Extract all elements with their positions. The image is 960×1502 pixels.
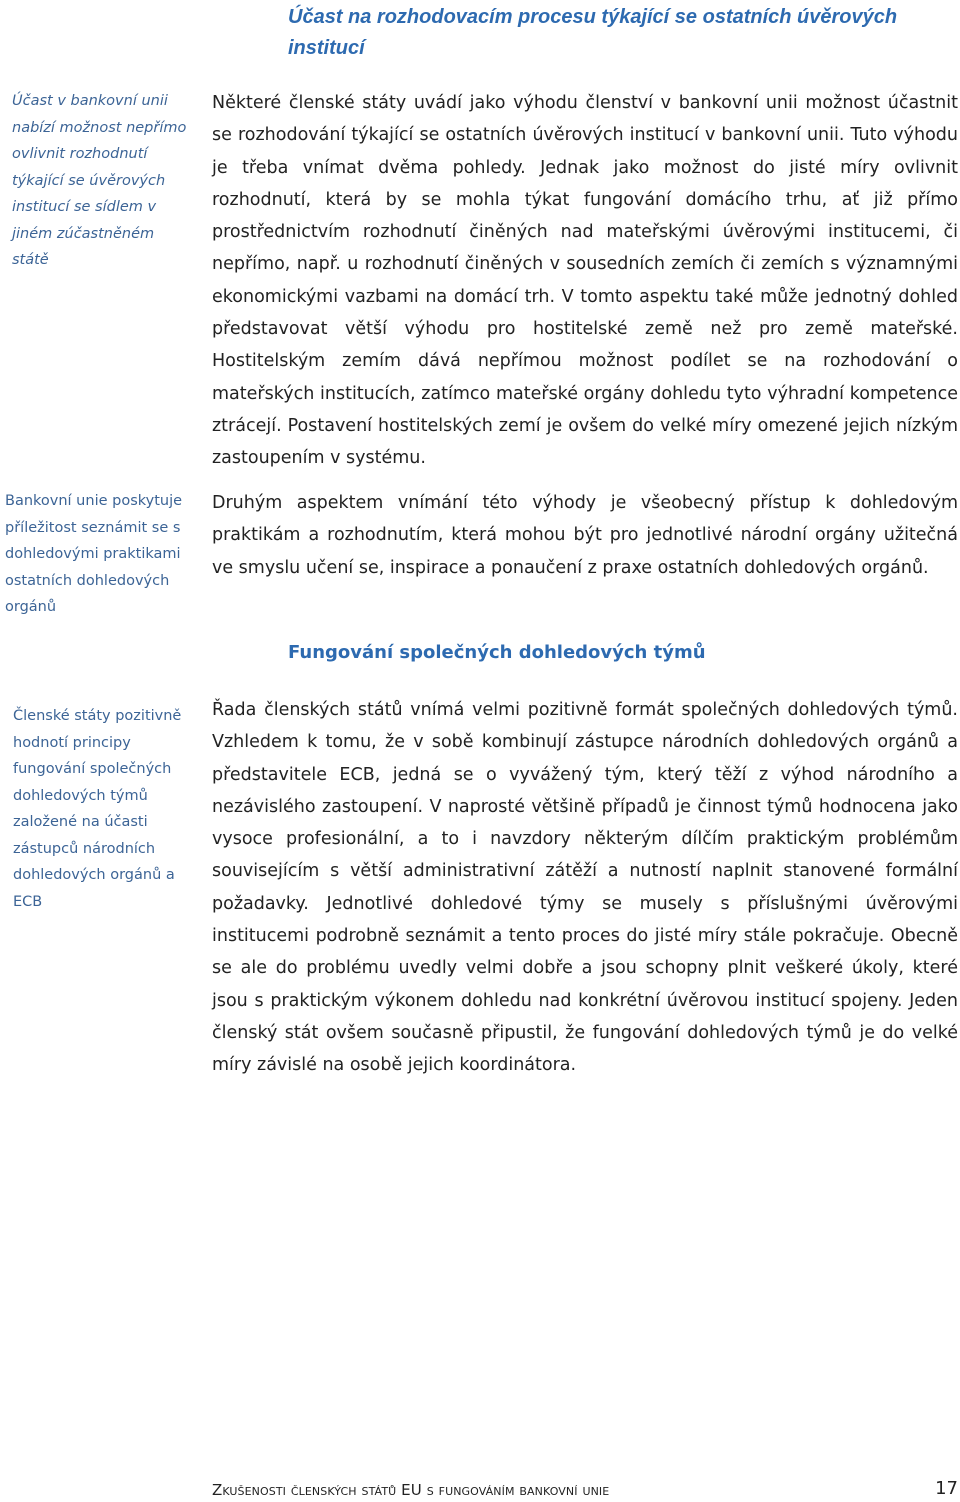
section-heading: Účast na rozhodovacím procesu týkající se ostatních úvěrových institucí bbox=[288, 6, 898, 59]
sidenote-participation: Účast v bankovní unii nabízí možnost nepřímo ovlivnit rozhodnutí týkající se úvěrových institucí se sídlem v jiném zúčastněném státě bbox=[12, 93, 187, 268]
sidenote-joint-teams: Členské státy pozitivně hodnotí principy fungování společných dohledových týmů založené na účasti zástupců národních dohledových orgánů a ECB bbox=[13, 708, 182, 910]
sidenote-supervisory-practices: Bankovní unie poskytuje příležitost seznámit se s dohledovými praktikami ostatních dohledových orgánů bbox=[5, 493, 183, 615]
body-paragraph-1: Některé členské státy uvádí jako výhodu členství v bankovní unii možnost účastnit se rozhodování týkající se ostatních úvěrových institucí v bankovní unii. Tuto výhodu je třeba vnímat dvěma pohledy. Jednak jako možnost do jisté míry ovlivnit rozhodnutí, která by se mohla týkat fungování domácího trhu, ať již přímo prostřednictvím rozhodnutí činěných nad mateřskými úvěrovými institucemi, či nepřímo, např. u rozhodnutí činěných v sousedních zemích či zemích s významnými ekonomickými vazbami na domácí trh. V tomto aspektu také může jednotný dohled představovat větší výhodu pro hostitelské země než pro země mateřské. Hostitelským zemím dává nepřímou možnost podílet se na rozhodování o mateřských institucích, zatímco mateřské orgány dohledu tyto výhradní kompetence ztrácejí. Postavení hostitelských zemí je ovšem do velké míry omezené jejich nízkým zastoupením v systému. bbox=[212, 93, 958, 469]
subsection-heading: Fungování společných dohledových týmů bbox=[288, 642, 706, 663]
footer-title: Zkušenosti členských států EU s fungováním bankovní unie bbox=[212, 1481, 610, 1499]
body-paragraph-2: Druhým aspektem vnímání této výhody je všeobecný přístup k dohledovým praktikám a rozhodnutím, která mohou být pro jednotlivé národní orgány užitečná ve smyslu učení se, inspirace a ponaučení z praxe ostatních dohledových orgánů. bbox=[212, 493, 958, 578]
body-paragraph-3: Řada členských států vnímá velmi pozitivně formát společných dohledových týmů. Vzhledem k tomu, že v sobě kombinují zástupce národních dohledových orgánů a představitele ECB, jedná se o vyvážený tým, který těží z výhod národního a nezávislého zastoupení. V naprosté většině případů je činnost týmů hodnocena jako vysoce profesionální, a to i navzdory některým dílčím praktickým problémům souvisejícím s větší administrativní zátěží a nutností naplnit stanovené formální požadavky. Jednotlivé dohledové týmy se musely s příslušnými úvěrovými institucemi podrobně seznámit a tento proces do jisté míry stále pokračuje. Obecně se ale do problému uvedly velmi dobře a jsou schopny plnit veškeré úkoly, které jsou s praktickým výkonem dohledu nad konkrétní úvěrovou institucí spojeny. Jeden členský stát ovšem současně připustil, že fungování dohledových týmů je do velké míry závislé na osobě jejich koordinátora. bbox=[212, 700, 958, 1076]
page-number: 17 bbox=[935, 1478, 958, 1499]
